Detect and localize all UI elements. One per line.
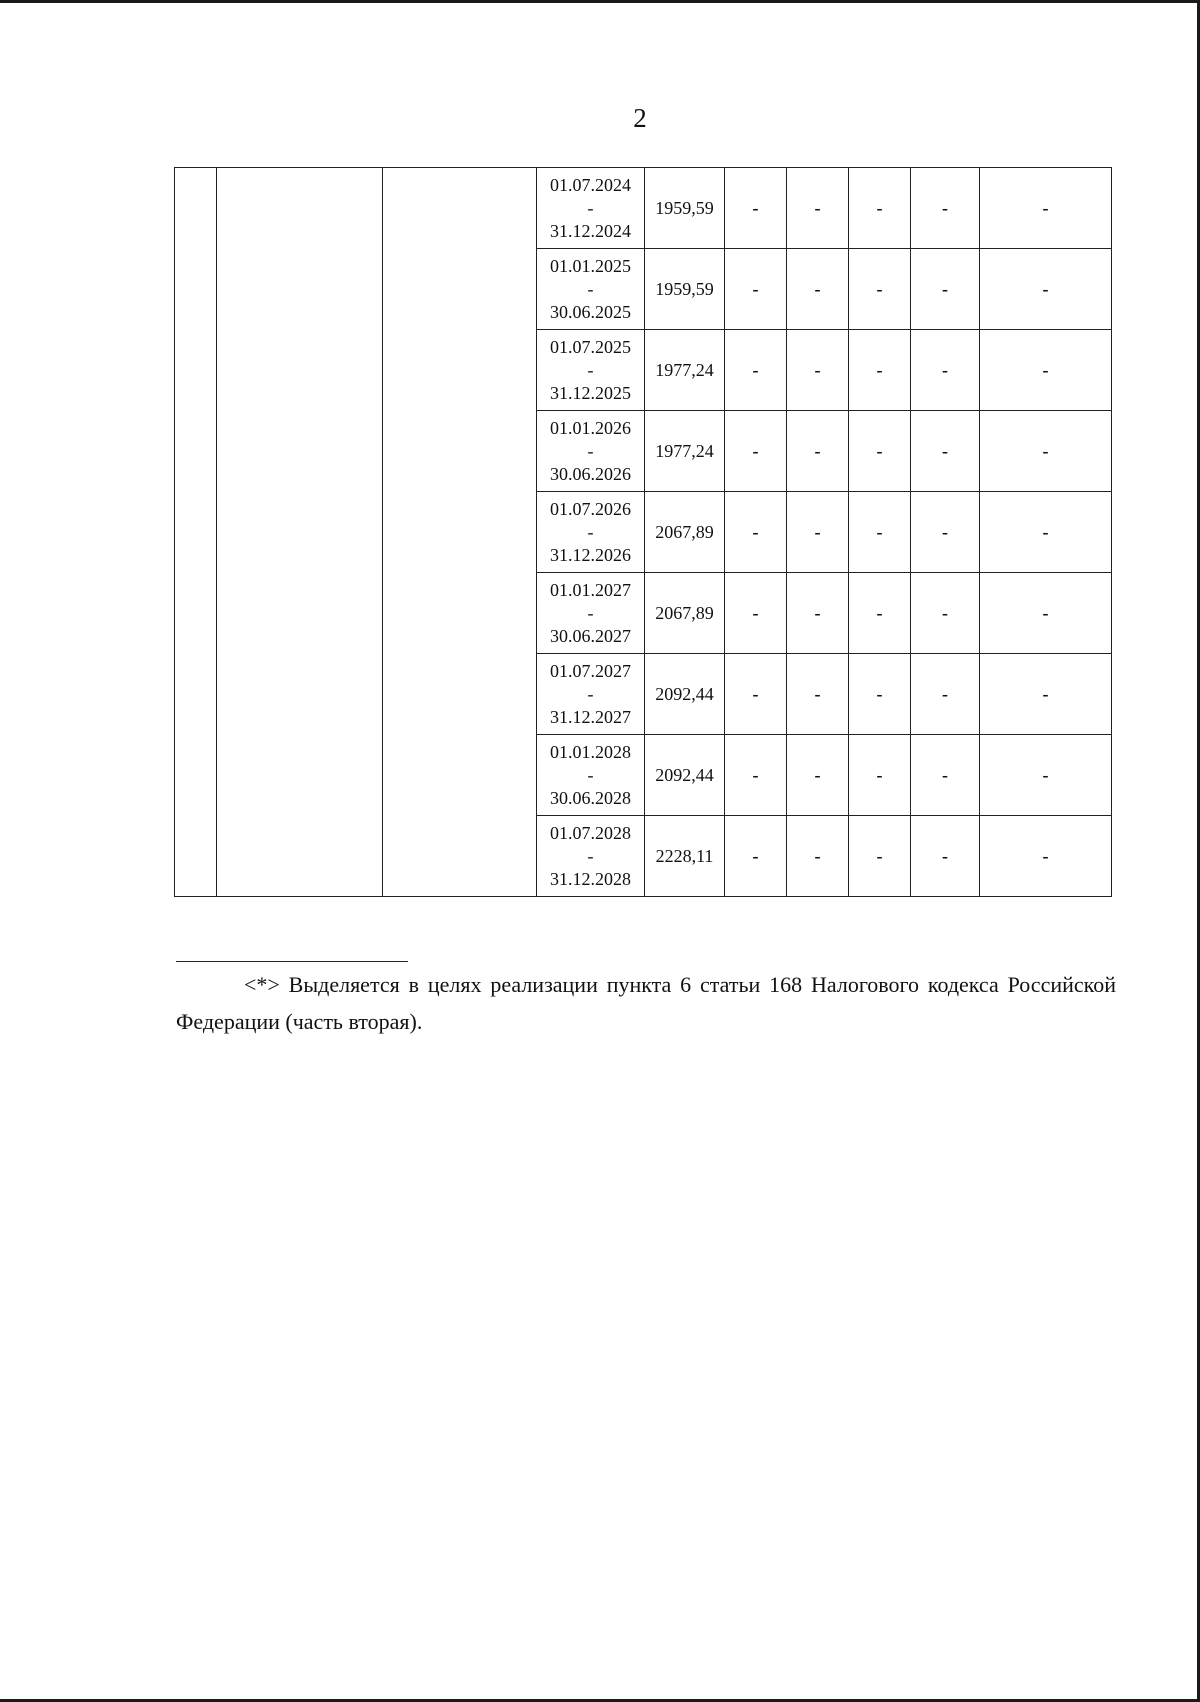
dash-cell: - [849,411,911,492]
period-start: 01.07.2026 [550,498,631,519]
dash-cell: - [787,330,849,411]
table-row [175,168,1112,249]
tariff-value-cell: 2067,89 [645,573,725,654]
period-cell [537,411,645,492]
dash-cell: - [849,735,911,816]
period-end: 31.12.2025 [550,382,631,403]
dash-cell: - [787,735,849,816]
dash-cell: - [980,249,1112,330]
dash-cell: - [725,573,787,654]
tariff-value-cell: 1959,59 [645,249,725,330]
dash-cell: - [787,816,849,897]
period-end: 31.12.2026 [550,544,631,565]
period-end: 31.12.2027 [550,706,631,727]
page-number: 2 [633,103,647,133]
period-end: 30.06.2026 [550,463,631,484]
dash-cell: - [911,573,980,654]
period-start: 01.01.2026 [550,417,631,438]
period-start: 01.01.2028 [550,741,631,762]
tariff-value-cell: 1977,24 [645,330,725,411]
dash-cell: - [787,168,849,249]
dash-cell: - [849,573,911,654]
period-sep: - [587,278,594,299]
footnote-rule [176,961,408,962]
period-cell [537,573,645,654]
dash-cell: - [849,249,911,330]
footnote-text: <*> Выделяется в целях реализации пункта 6 статьи 168 Налогового кодекса Российской Федерации (часть вторая). [176,972,1116,1034]
dash-cell: - [911,249,980,330]
dash-cell: - [725,168,787,249]
period-cell [537,168,645,249]
dash-cell: - [787,411,849,492]
period-cell [537,816,645,897]
dash-cell: - [725,249,787,330]
tariff-value-cell: 2092,44 [645,735,725,816]
empty-merged-cell [383,168,537,897]
period-start: 01.07.2025 [550,336,631,357]
period-cell [537,735,645,816]
dash-cell: - [911,330,980,411]
period-sep: - [587,359,594,380]
tariff-value-cell: 1959,59 [645,168,725,249]
dash-cell: - [911,411,980,492]
period-sep: - [587,440,594,461]
period-end: 31.12.2024 [550,220,631,241]
tariff-value-cell: 2228,11 [645,816,725,897]
period-sep: - [587,521,594,542]
period-start: 01.01.2025 [550,255,631,276]
period-sep: - [587,683,594,704]
period-end: 30.06.2028 [550,787,631,808]
dash-cell: - [980,735,1112,816]
dash-cell: - [725,330,787,411]
period-cell [537,330,645,411]
dash-cell: - [980,330,1112,411]
dash-cell: - [787,492,849,573]
dash-cell: - [725,411,787,492]
dash-cell: - [911,654,980,735]
dash-cell: - [725,816,787,897]
tariff-value-cell: 2067,89 [645,492,725,573]
period-sep: - [587,197,594,218]
dash-cell: - [849,330,911,411]
dash-cell: - [849,492,911,573]
period-sep: - [587,845,594,866]
period-start: 01.07.2027 [550,660,631,681]
dash-cell: - [980,654,1112,735]
period-start: 01.07.2028 [550,822,631,843]
dash-cell: - [849,816,911,897]
period-end: 31.12.2028 [550,868,631,889]
table-body [175,168,1112,897]
dash-cell: - [849,654,911,735]
tariff-table [174,167,1112,897]
dash-cell: - [980,168,1112,249]
period-end: 30.06.2025 [550,301,631,322]
period-start: 01.01.2027 [550,579,631,600]
period-sep: - [587,602,594,623]
dash-cell: - [725,654,787,735]
empty-merged-cell [217,168,383,897]
dash-cell: - [911,735,980,816]
dash-cell: - [980,573,1112,654]
dash-cell: - [787,573,849,654]
period-end: 30.06.2027 [550,625,631,646]
period-sep: - [587,764,594,785]
period-cell [537,654,645,735]
period-cell [537,249,645,330]
dash-cell: - [980,492,1112,573]
empty-merged-cell [175,168,217,897]
dash-cell: - [787,249,849,330]
dash-cell: - [980,816,1112,897]
dash-cell: - [911,168,980,249]
dash-cell: - [911,492,980,573]
dash-cell: - [725,492,787,573]
dash-cell: - [725,735,787,816]
period-cell [537,492,645,573]
tariff-value-cell: 1977,24 [645,411,725,492]
dash-cell: - [911,816,980,897]
tariff-value-cell: 2092,44 [645,654,725,735]
dash-cell: - [787,654,849,735]
period-start: 01.07.2024 [550,174,631,195]
dash-cell: - [849,168,911,249]
dash-cell: - [980,411,1112,492]
